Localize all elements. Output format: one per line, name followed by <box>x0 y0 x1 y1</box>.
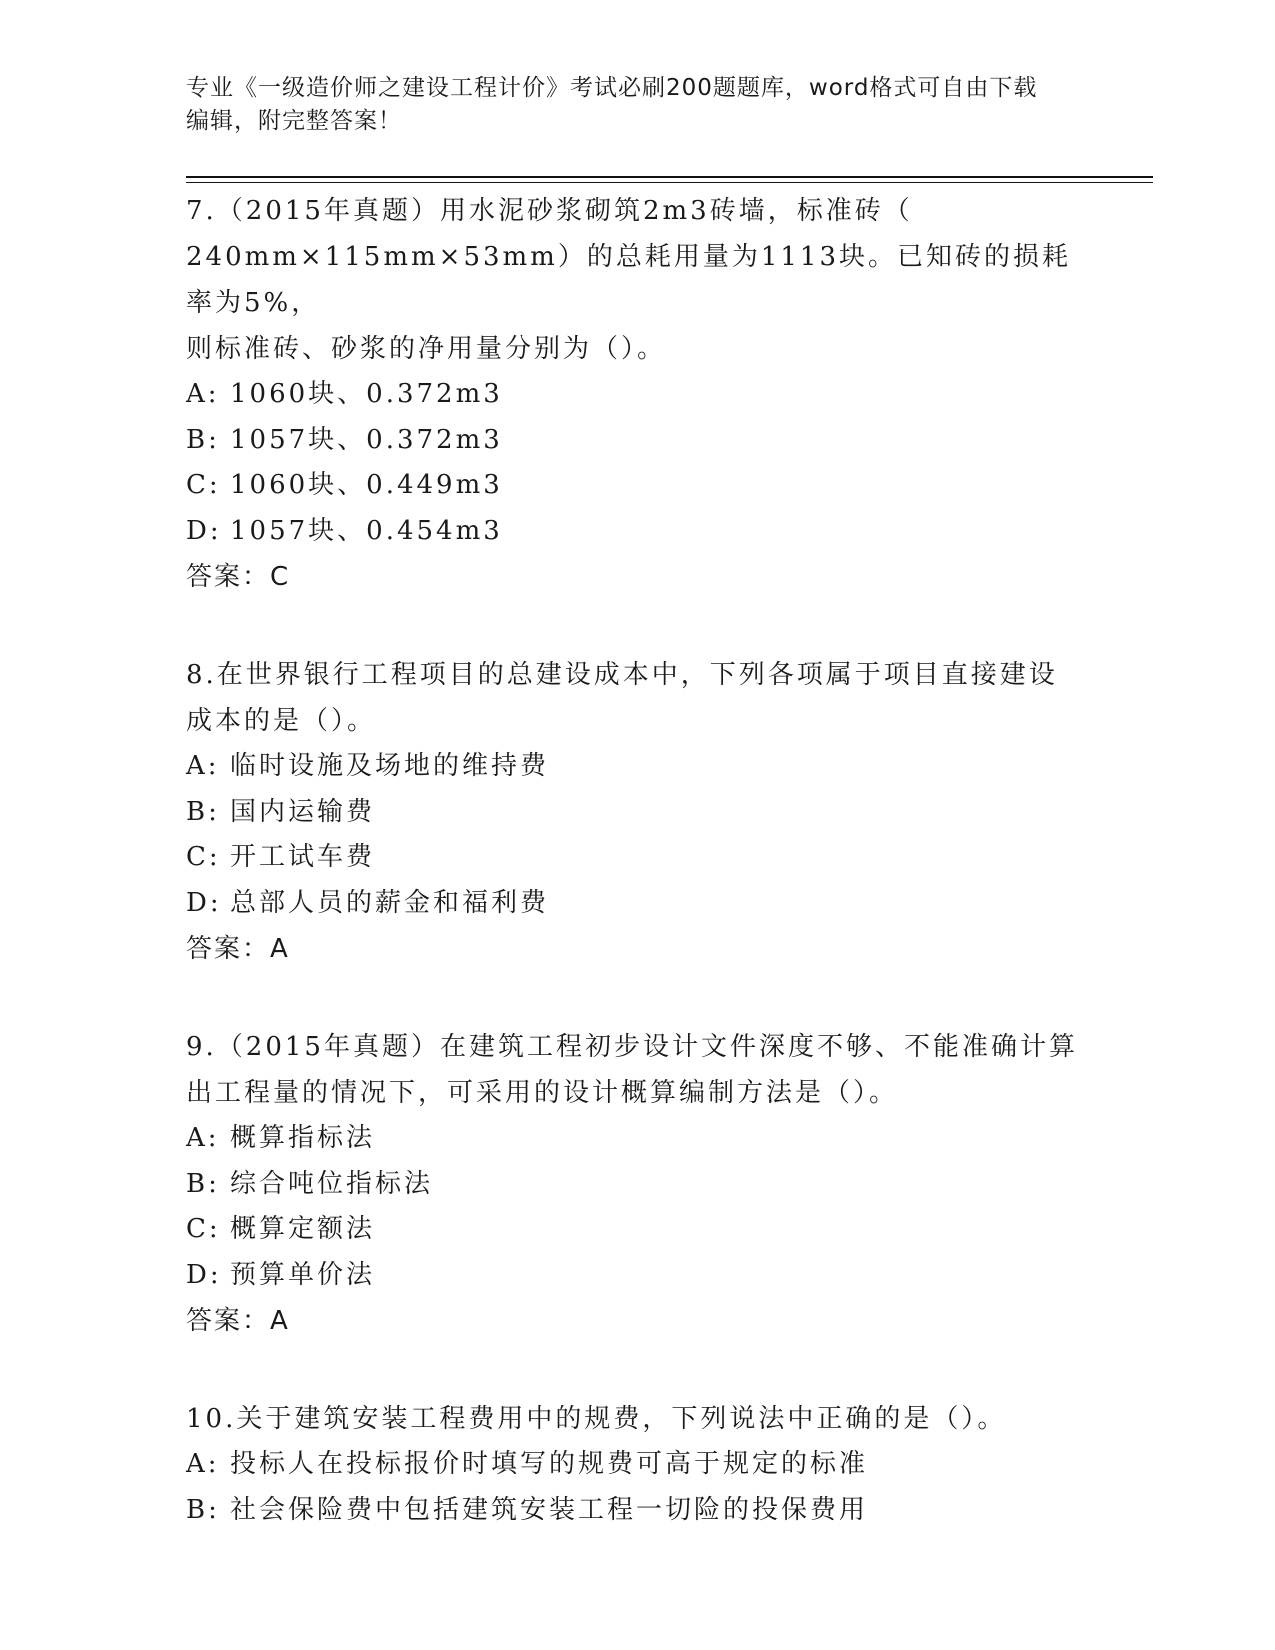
option-label: A: <box>186 1449 220 1479</box>
stem-line: 8.在世界银行工程项目的总建设成本中，下列各项属于项目直接建设 <box>186 660 1058 690</box>
option-label: C: <box>186 1214 221 1244</box>
option-label: A: <box>186 379 220 409</box>
option-label: B: <box>186 1494 220 1525</box>
option-label: C: <box>186 842 221 872</box>
option-b <box>186 1162 1086 1208</box>
stem-line: 9.（2015年真题）在建筑工程初步设计文件深度不够、不能准确计算 <box>186 1032 1078 1062</box>
question-stem <box>186 1024 1086 1116</box>
option-d <box>186 509 1086 555</box>
question-10 <box>186 1396 1086 1533</box>
option-text: 总部人员的薪金和福利费 <box>230 887 550 918</box>
option-d <box>186 1253 1086 1299</box>
option-a <box>186 1116 1086 1162</box>
question-stem <box>186 652 1086 744</box>
option-label: B: <box>186 796 220 827</box>
question-stem <box>186 1396 1086 1442</box>
option-c <box>186 835 1086 881</box>
option-text: 概算指标法 <box>230 1123 376 1153</box>
option-text: 投标人在投标报价时填写的规费可高于规定的标准 <box>230 1449 869 1479</box>
option-text: 开工试车费 <box>230 842 376 872</box>
option-b <box>186 790 1086 836</box>
question-stem <box>186 188 1086 372</box>
stem-line: 则标准砖、砂浆的净用量分别为（）。 <box>186 334 667 364</box>
option-label: D: <box>186 887 222 918</box>
stem-line: 10.关于建筑安装工程费用中的规费，下列说法中正确的是（）。 <box>186 1404 1007 1434</box>
option-label: B: <box>186 1168 220 1199</box>
option-text: 1060块、0.372m3 <box>230 379 503 409</box>
answer: 答案：A <box>186 1306 290 1336</box>
header-divider-thick <box>186 176 1153 178</box>
header-line-2: 编辑，附完整答案！ <box>186 108 402 134</box>
option-c <box>186 1207 1086 1253</box>
answer: 答案：A <box>186 934 290 964</box>
header-divider-thin <box>186 182 1153 183</box>
option-text: 1057块、0.454m3 <box>230 515 503 546</box>
stem-line: 7.（2015年真题）用水泥砂浆砌筑2m3砖墙，标准砖（ <box>186 196 913 226</box>
option-d <box>186 881 1086 927</box>
option-a <box>186 372 1086 418</box>
stem-line: 240mm×115mm×53mm）的总耗用量为1113块。已知砖的损耗率为5%， <box>186 242 1072 318</box>
option-a <box>186 744 1086 790</box>
option-c <box>186 463 1086 509</box>
option-label: C: <box>186 470 221 500</box>
document-header <box>186 72 1086 138</box>
option-label: D: <box>186 1259 222 1290</box>
option-text: 综合吨位指标法 <box>230 1168 434 1199</box>
option-b <box>186 1488 1086 1534</box>
question-9 <box>186 1024 1086 1344</box>
option-text: 1060块、0.449m3 <box>230 470 503 500</box>
option-label: D: <box>186 515 222 546</box>
option-text: 预算单价法 <box>230 1259 376 1290</box>
option-label: B: <box>186 424 220 455</box>
option-text: 概算定额法 <box>230 1214 376 1244</box>
option-text: 临时设施及场地的维持费 <box>230 751 550 781</box>
stem-line: 成本的是（）。 <box>186 706 377 736</box>
stem-line: 出工程量的情况下，可采用的设计概算编制方法是（）。 <box>186 1078 899 1108</box>
option-label: A: <box>186 1123 220 1153</box>
question-7 <box>186 188 1086 600</box>
option-text: 社会保险费中包括建筑安装工程一切险的投保费用 <box>230 1494 869 1525</box>
question-8 <box>186 652 1086 972</box>
header-line-1: 专业《一级造价师之建设工程计价》考试必刷200题题库，word格式可自由下载 <box>186 75 1038 101</box>
option-b <box>186 418 1086 464</box>
question-list <box>186 188 1086 1585</box>
option-a <box>186 1442 1086 1488</box>
option-text: 1057块、0.372m3 <box>230 424 503 455</box>
answer: 答案：C <box>186 562 291 592</box>
option-label: A: <box>186 751 220 781</box>
option-text: 国内运输费 <box>230 796 376 827</box>
